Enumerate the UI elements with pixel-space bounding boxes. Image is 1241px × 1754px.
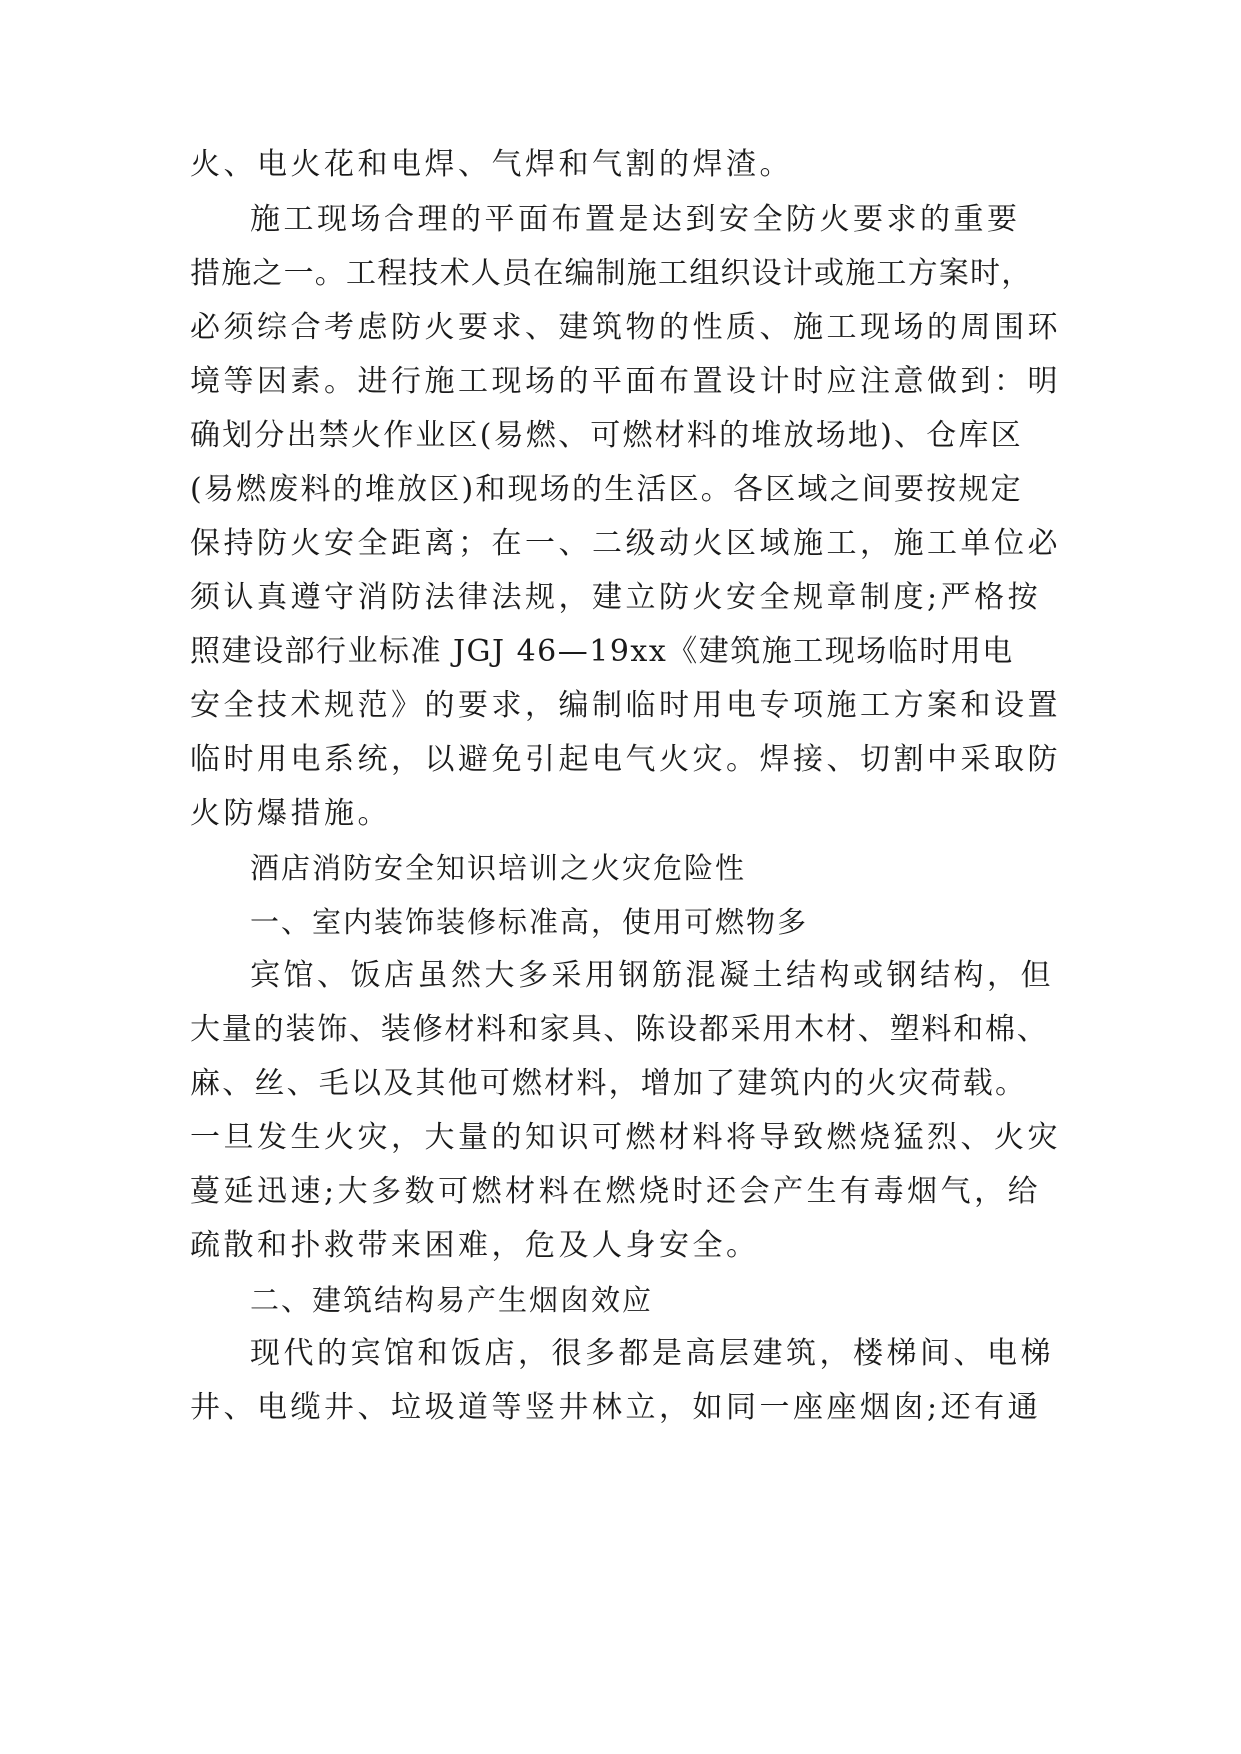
subsection-heading: 一、室内装饰装修标准高，使用可燃物多 — [250, 905, 809, 939]
paragraph-line: (易燃废料的堆放区)和现场的生活区。各区域之间要按规定 — [190, 472, 1023, 507]
section-heading: 酒店消防安全知识培训之火灾危险性 — [250, 851, 747, 885]
paragraph-line: 境等因素。进行施工现场的平面布置设计时应注意做到：明 — [190, 364, 1061, 399]
paragraph-line: 照建设部行业标准 JGJ 46—19xx《建筑施工现场临时用电 — [190, 634, 1014, 669]
paragraph-line: 大量的装饰、装修材料和家具、陈设都采用木材、塑料和棉、 — [190, 1012, 1049, 1047]
paragraph-line: 确划分出禁火作业区(易燃、可燃材料的堆放场地)、仓库区 — [190, 418, 1023, 453]
paragraph-line: 必须综合考虑防火要求、建筑物的性质、施工现场的周围环 — [190, 310, 1061, 345]
paragraph-line: 火、电火花和电焊、气焊和气割的焊渣。 — [190, 147, 793, 182]
paragraph-line: 宾馆、饭店虽然大多采用钢筋混凝土结构或钢结构，但 — [250, 958, 1054, 993]
paragraph-line: 火防爆措施。 — [190, 796, 391, 831]
paragraph-line: 麻、丝、毛以及其他可燃材料，增加了建筑内的火灾荷载。 — [190, 1066, 1028, 1101]
paragraph-line: 须认真遵守消防法律法规，建立防火安全规章制度;严格按 — [190, 580, 1042, 615]
paragraph-line: 现代的宾馆和饭店，很多都是高层建筑，楼梯间、电梯 — [250, 1336, 1054, 1371]
paragraph-line: 临时用电系统，以避免引起电气火灾。焊接、切割中采取防 — [190, 742, 1061, 777]
paragraph-line: 一旦发生火灾，大量的知识可燃材料将导致燃烧猛烈、火灾 — [190, 1120, 1061, 1155]
paragraph-line: 措施之一。工程技术人员在编制施工组织设计或施工方案时， — [190, 256, 1033, 291]
paragraph-line: 井、电缆井、垃圾道等竖井林立，如同一座座烟囱;还有通 — [190, 1390, 1042, 1425]
paragraph-line: 蔓延迅速;大多数可燃材料在燃烧时还会产生有毒烟气，给 — [190, 1174, 1042, 1209]
paragraph-line: 安全技术规范》的要求，编制临时用电专项施工方案和设置 — [190, 688, 1061, 723]
subsection-heading: 二、建筑结构易产生烟囱效应 — [250, 1283, 654, 1317]
paragraph-line: 保持防火安全距离；在一、二级动火区域施工，施工单位必 — [190, 526, 1061, 561]
paragraph-line: 疏散和扑救带来困难，危及人身安全。 — [190, 1228, 760, 1263]
paragraph-line: 施工现场合理的平面布置是达到安全防火要求的重要 — [250, 202, 1021, 237]
